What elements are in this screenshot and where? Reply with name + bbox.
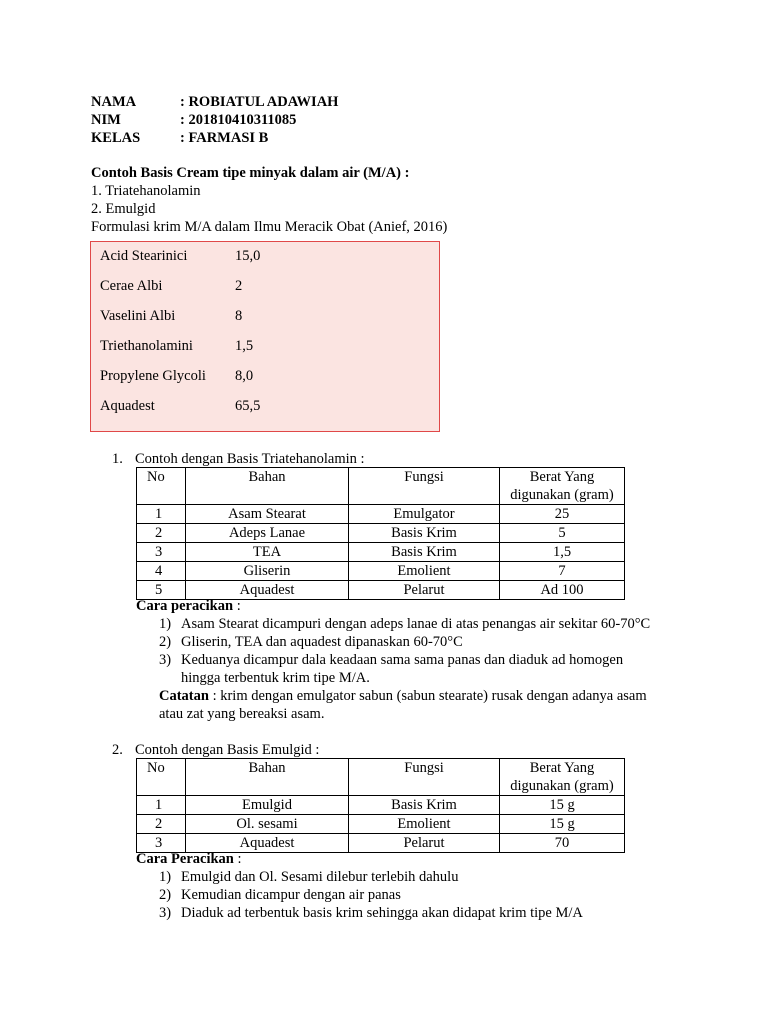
formula-ingredient: Aquadest	[100, 398, 155, 414]
table-row	[137, 543, 625, 562]
intro-item: 2. Emulgid	[91, 201, 156, 217]
note-line	[159, 687, 674, 705]
cell-fungsi: Emolient	[349, 562, 500, 581]
formula-ingredient: Propylene Glycoli	[100, 368, 206, 384]
section-1-note	[159, 687, 674, 723]
intro-item: 1. Triatehanolamin	[91, 183, 201, 199]
step-text: Emulgid dan Ol. Sesami dilebur terlebih dahulu	[181, 869, 459, 885]
cell-berat: 15 g	[500, 796, 625, 815]
formula-row	[100, 247, 260, 265]
section-1-title	[112, 450, 365, 468]
cara-colon: :	[233, 851, 242, 867]
formula-ingredient: Cerae Albi	[100, 278, 163, 294]
identity-key: NAMA	[91, 94, 137, 110]
cell-berat: 7	[500, 562, 625, 581]
step-text	[181, 651, 671, 687]
table-header-row	[137, 468, 625, 505]
step-number: 2)	[159, 887, 172, 903]
cell-no: 3	[137, 543, 186, 562]
formula-amount: 8,0	[235, 368, 254, 384]
section-2-table	[136, 758, 625, 853]
header-berat	[500, 759, 625, 796]
section-number: 2.	[112, 742, 123, 758]
cell-fungsi: Basis Krim	[349, 524, 500, 543]
formula-ingredient: Acid Stearinici	[100, 248, 188, 264]
cell-bahan: Gliserin	[186, 562, 349, 581]
cell-bahan: Aquadest	[186, 581, 349, 600]
step-item	[159, 633, 671, 651]
note-line: atau zat yang bereaksi asam.	[159, 706, 325, 722]
section-title-text: Contoh dengan Basis Triatehanolamin :	[135, 451, 365, 467]
section-1-cara-heading	[136, 597, 241, 615]
identity-value: : FARMASI B	[180, 130, 269, 146]
step-text: Diaduk ad terbentuk basis krim sehingga akan didapat krim tipe M/A	[181, 905, 583, 921]
step-item	[159, 615, 671, 633]
cell-fungsi: Basis Krim	[349, 543, 500, 562]
step-number: 3)	[159, 652, 172, 668]
identity-value: : ROBIATUL ADAWIAH	[180, 94, 339, 110]
cell-berat: Ad 100	[500, 581, 625, 600]
table-row	[137, 505, 625, 524]
formula-ingredient: Vaselini Albi	[100, 308, 176, 324]
formula-ingredient: Triethanolamini	[100, 338, 193, 354]
formula-amount: 15,0	[235, 248, 261, 264]
formula-amount: 8	[235, 308, 243, 324]
step-number: 3)	[159, 905, 172, 921]
header-berat-line2: digunakan (gram)	[510, 778, 614, 794]
formula-box	[90, 241, 440, 432]
step-item	[159, 904, 671, 922]
cell-no: 1	[137, 505, 186, 524]
cell-bahan: Adeps Lanae	[186, 524, 349, 543]
section-title-text: Contoh dengan Basis Emulgid :	[135, 742, 320, 758]
formula-amount: 2	[235, 278, 243, 294]
table-row	[137, 524, 625, 543]
section-2-title	[112, 741, 319, 759]
cell-fungsi: Emulgator	[349, 505, 500, 524]
section-number: 1.	[112, 451, 123, 467]
header-no: No	[137, 468, 186, 505]
section-2-cara-heading	[136, 850, 242, 868]
step-number: 1)	[159, 616, 172, 632]
formula-row	[100, 307, 242, 325]
header-bahan: Bahan	[186, 759, 349, 796]
cell-bahan: TEA	[186, 543, 349, 562]
header-berat-line2: digunakan (gram)	[510, 487, 614, 503]
student-identity	[91, 93, 338, 147]
section-2-steps	[159, 868, 671, 922]
table-row	[137, 562, 625, 581]
identity-row-kelas	[91, 129, 338, 147]
note-text: : krim dengan emulgator sabun (sabun stearate) rusak dengan adanya asam	[208, 688, 647, 704]
header-fungsi: Fungsi	[349, 759, 500, 796]
cell-fungsi: Emolient	[349, 815, 500, 834]
table-row	[137, 796, 625, 815]
step-text-line: hingga terbentuk krim tipe M/A.	[181, 670, 370, 686]
cell-berat: 70	[500, 834, 625, 853]
identity-value: : 201810410311085	[180, 112, 297, 128]
cell-berat: 1,5	[500, 543, 625, 562]
step-text: Asam Stearat dicampuri dengan adeps lanae di atas penangas air sekitar 60-70°C	[181, 616, 651, 632]
step-number: 1)	[159, 869, 172, 885]
header-berat-line1: Berat Yang	[529, 469, 595, 485]
cell-berat: 15 g	[500, 815, 625, 834]
cell-berat: 5	[500, 524, 625, 543]
step-text: Gliserin, TEA dan aquadest dipanaskan 60-70°C	[181, 634, 463, 650]
header-berat	[500, 468, 625, 505]
step-text: Kemudian dicampur dengan air panas	[181, 887, 401, 903]
header-bahan: Bahan	[186, 468, 349, 505]
cell-bahan: Asam Stearat	[186, 505, 349, 524]
header-no: No	[137, 759, 186, 796]
cell-fungsi: Pelarut	[349, 581, 500, 600]
cell-bahan: Ol. sesami	[186, 815, 349, 834]
cell-fungsi: Pelarut	[349, 834, 500, 853]
cara-label: Cara Peracikan	[136, 851, 234, 867]
identity-key: NIM	[91, 112, 121, 128]
intro-heading: Contoh Basis Cream tipe minyak dalam air (M/A) :	[91, 165, 410, 181]
formula-row	[100, 337, 253, 355]
cell-fungsi: Basis Krim	[349, 796, 500, 815]
formula-caption: Formulasi krim M/A dalam Ilmu Meracik Obat (Anief, 2016)	[91, 219, 448, 235]
step-item	[159, 886, 671, 904]
cell-no: 1	[137, 796, 186, 815]
identity-row-nim	[91, 111, 338, 129]
cell-no: 2	[137, 815, 186, 834]
cell-no: 3	[137, 834, 186, 853]
cell-berat: 25	[500, 505, 625, 524]
formula-amount: 1,5	[235, 338, 254, 354]
identity-key: KELAS	[91, 130, 141, 146]
step-item	[159, 868, 671, 886]
table-header-row	[137, 759, 625, 796]
section-1-steps	[159, 615, 671, 687]
cara-colon: :	[233, 598, 241, 614]
step-text-line: Keduanya dicampur dala keadaan sama sama panas dan diaduk ad homogen	[181, 652, 624, 668]
section-1-table	[136, 467, 625, 600]
step-item	[159, 651, 671, 687]
cell-bahan: Emulgid	[186, 796, 349, 815]
header-fungsi: Fungsi	[349, 468, 500, 505]
cell-no: 4	[137, 562, 186, 581]
identity-row-nama	[91, 93, 338, 111]
formula-amount: 65,5	[235, 398, 261, 414]
formula-row	[100, 397, 260, 415]
formula-row	[100, 277, 242, 295]
table-row	[137, 815, 625, 834]
intro-block	[91, 164, 447, 236]
cara-label: Cara peracikan	[136, 598, 234, 614]
header-berat-line1: Berat Yang	[529, 760, 595, 776]
step-number: 2)	[159, 634, 172, 650]
cell-bahan: Aquadest	[186, 834, 349, 853]
formula-row	[100, 367, 253, 385]
cell-no: 2	[137, 524, 186, 543]
cell-no: 5	[137, 581, 186, 600]
note-label: Catatan	[159, 688, 209, 704]
